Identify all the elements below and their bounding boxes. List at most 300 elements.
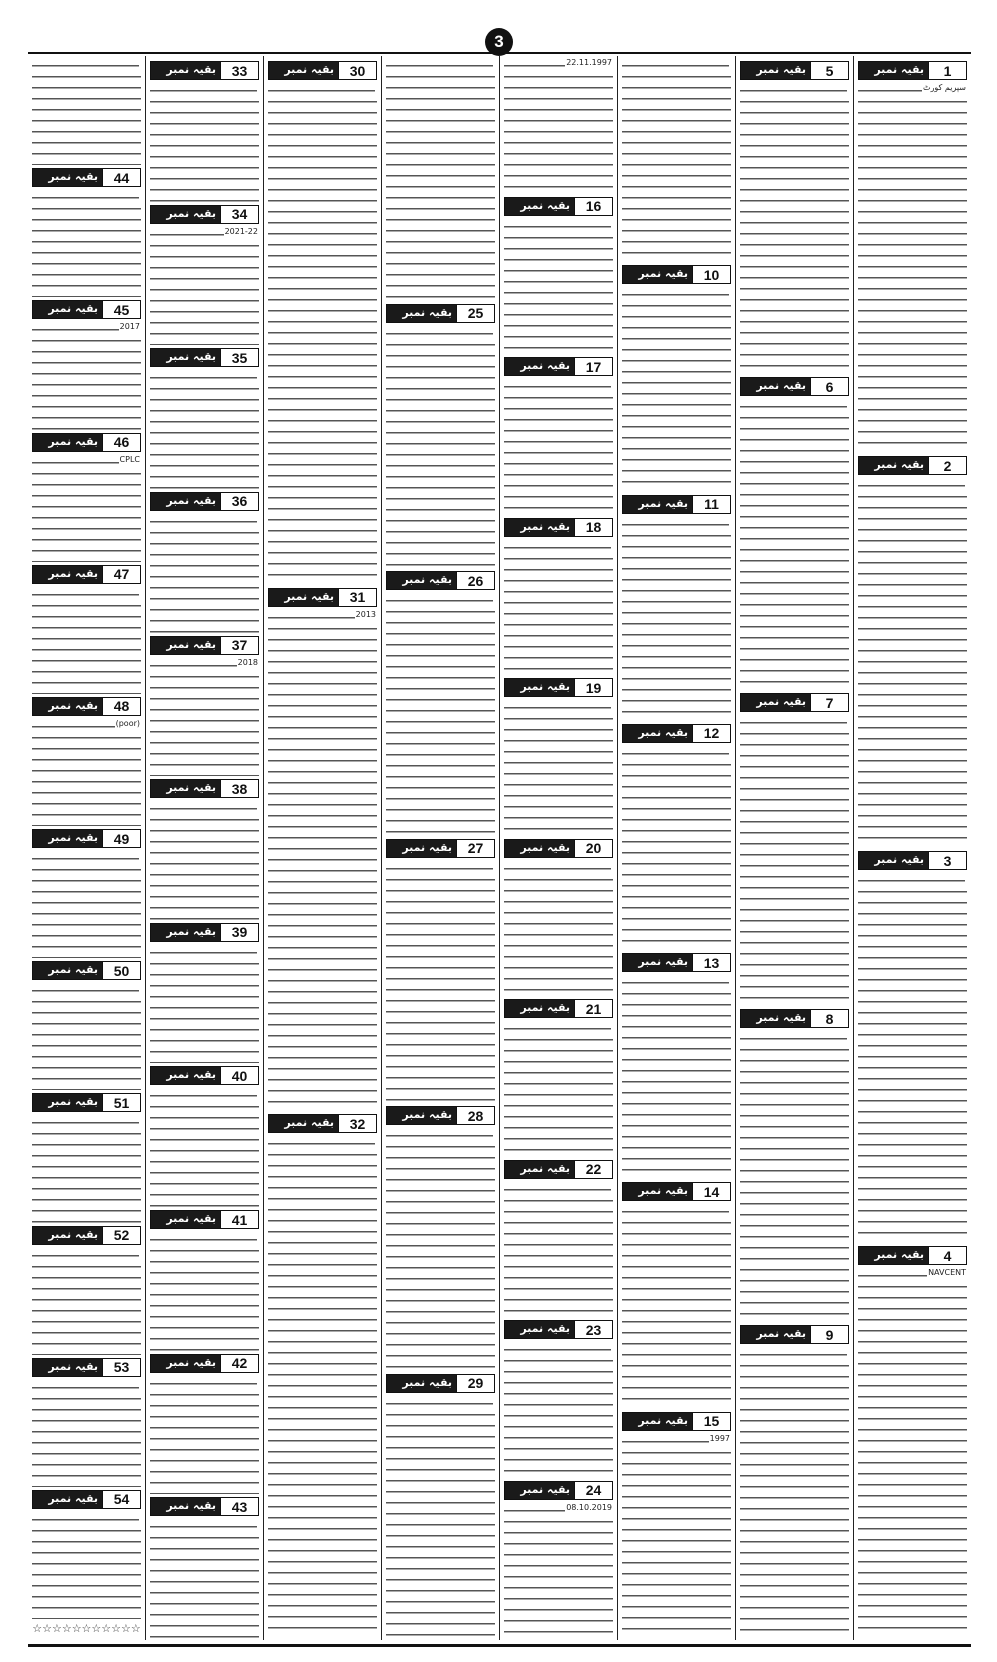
- continuation-number: 47: [102, 566, 140, 583]
- continuation-label: بقیہ نمبر: [166, 1499, 216, 1513]
- continuation-label: بقیہ نمبر: [166, 1212, 216, 1226]
- continuation-header: [740, 1009, 849, 1028]
- continuation-text: [150, 227, 259, 346]
- continuation-header: [32, 300, 141, 319]
- continuation-label: بقیہ نمبر: [402, 305, 452, 319]
- continuation-bar: [505, 1482, 574, 1499]
- continuation-label: بقیہ نمبر: [520, 359, 570, 372]
- continuation-item: [504, 836, 613, 997]
- column-1: [853, 56, 971, 1640]
- column-5: [381, 56, 499, 1640]
- continuation-bar: [33, 1094, 102, 1111]
- continuation-number: 4: [928, 1247, 966, 1264]
- continuation-text: [150, 83, 259, 202]
- continuation-text: [504, 58, 613, 194]
- continuation-text-content: [611, 1342, 613, 1351]
- continuation-item: [622, 492, 731, 721]
- continuation-number: 13: [692, 954, 730, 971]
- continuation-bar: [151, 493, 220, 510]
- continuation-header: [32, 1093, 141, 1112]
- continuation-label: بقیہ نمبر: [48, 1491, 98, 1505]
- continuation-item: [150, 1351, 259, 1495]
- continuation-bar: [505, 1000, 574, 1017]
- continuation-number: 10: [692, 266, 730, 283]
- continuation-bar: [33, 698, 102, 715]
- continuation-header: [858, 61, 967, 80]
- continuation-text-content: 2013: [355, 609, 376, 619]
- continuation-item: [504, 996, 613, 1157]
- continuation-item: [150, 1494, 259, 1638]
- continuation-text: [32, 1512, 141, 1619]
- continuation-label: بقیہ نمبر: [284, 1116, 334, 1130]
- continuation-item: [504, 675, 613, 836]
- continuation-label: بقیہ نمبر: [166, 493, 216, 507]
- continuation-header: [150, 205, 259, 224]
- continuation-text-content: [139, 190, 141, 199]
- continuation-item: [504, 515, 613, 676]
- continuation-number: 23: [574, 1321, 612, 1338]
- continuation-text: [150, 945, 259, 1064]
- continuation-header: [386, 839, 495, 858]
- continuation-text-content: [729, 746, 731, 755]
- continuation-text: [740, 83, 849, 374]
- continuation-item: [32, 165, 141, 297]
- continuation-header: [150, 348, 259, 367]
- continuation-bar: [269, 62, 338, 79]
- continuation-item: [32, 1487, 141, 1619]
- continuation-bar: [505, 519, 574, 536]
- continuation-header: [150, 61, 259, 80]
- continuation-text: [386, 861, 495, 1104]
- continuation-item: [504, 1317, 613, 1478]
- continuation-text-content: [611, 700, 613, 709]
- continuation-bar: [387, 305, 456, 322]
- continuation-item: [150, 1207, 259, 1351]
- continuation-item: [386, 1371, 495, 1639]
- continuation-item: [504, 1478, 613, 1639]
- continuation-bar: [151, 1355, 220, 1372]
- continuation-item: [268, 1111, 377, 1638]
- continuation-label: بقیہ نمبر: [756, 1327, 806, 1340]
- continuation-item: [504, 1157, 613, 1318]
- continuation-text: [32, 1248, 141, 1355]
- continuation-header: [504, 197, 613, 216]
- continuation-number: 9: [810, 1326, 848, 1343]
- continuation-bar: [623, 725, 692, 742]
- page-number-badge: 3: [485, 28, 513, 56]
- continuation-item: [32, 826, 141, 958]
- continuation-label: بقیہ نمبر: [638, 955, 688, 969]
- continuation-bar: [505, 679, 574, 696]
- continuation-header: [858, 851, 967, 870]
- continuation-bar: [387, 840, 456, 857]
- continuation-text-content: 1997: [709, 1433, 730, 1443]
- continuation-item: [150, 202, 259, 346]
- continuation-text: [386, 593, 495, 836]
- newspaper-columns: [28, 56, 971, 1640]
- continuation-header: [32, 1358, 141, 1377]
- continuation-item: [386, 568, 495, 836]
- continuation-header: [150, 492, 259, 511]
- continuation-number: 17: [574, 358, 612, 375]
- continuation-text: [150, 658, 259, 777]
- continuation-label: بقیہ نمبر: [402, 1108, 452, 1121]
- continuation-bar: [151, 924, 220, 941]
- continuation-item: [386, 1103, 495, 1371]
- continuation-text-content: 2018: [237, 657, 258, 667]
- continuation-text: [858, 83, 967, 453]
- continuation-number: 53: [102, 1359, 140, 1376]
- star-divider: ☆☆☆☆☆☆☆☆☆☆☆: [32, 1622, 141, 1636]
- continuation-text-content: [729, 975, 731, 984]
- continuation-label: بقیہ نمبر: [166, 781, 216, 795]
- continuation-number: 1: [928, 62, 966, 79]
- continuation-header: [858, 1246, 967, 1265]
- continuation-bar: [859, 852, 928, 869]
- continuation-text-content: [139, 1380, 141, 1389]
- continuation-bar: [505, 1161, 574, 1178]
- continuation-item: [150, 489, 259, 633]
- continuation-bar: [859, 62, 928, 79]
- continuation-header: [386, 1374, 495, 1393]
- continuation-label: بقیہ نمبر: [48, 963, 98, 977]
- continuation-text: [386, 1128, 495, 1371]
- continuation-label: بقیہ نمبر: [520, 1161, 570, 1175]
- continuation-bar: [269, 1115, 338, 1132]
- continuation-text: [504, 219, 613, 355]
- continuation-item: [150, 1063, 259, 1207]
- continuation-text-content: [611, 379, 613, 388]
- continuation-number: 5: [810, 62, 848, 79]
- continuation-text-content: [257, 1519, 259, 1528]
- continuation-bar: [859, 1247, 928, 1264]
- continuation-text: [150, 370, 259, 489]
- continuation-label: بقیہ نمبر: [520, 519, 570, 533]
- continuation-header: [268, 61, 377, 80]
- continuation-header: [504, 518, 613, 537]
- continuation-text-content: [493, 58, 495, 67]
- continuation-item: [622, 950, 731, 1179]
- continuation-bar: [33, 301, 102, 318]
- continuation-text: [386, 326, 495, 569]
- continuation-item: [858, 1243, 967, 1638]
- continuation-header: [740, 377, 849, 396]
- continuation-item: [268, 585, 377, 1112]
- continuation-item: [504, 194, 613, 355]
- continuation-text-content: [257, 1376, 259, 1385]
- continuation-number: 38: [220, 780, 258, 797]
- continuation-text: [740, 399, 849, 690]
- continuation-number: 54: [102, 1491, 140, 1508]
- continuation-label: بقیہ نمبر: [520, 198, 570, 212]
- continuation-text-content: [139, 587, 141, 596]
- continuation-text: [504, 1342, 613, 1478]
- continuation-number: 16: [574, 198, 612, 215]
- continuation-text-content: [847, 399, 849, 408]
- continuation-text-content: [493, 861, 495, 870]
- continuation-text-content: [611, 1182, 613, 1191]
- continuation-item: [386, 301, 495, 569]
- continuation-label: بقیہ نمبر: [48, 170, 98, 184]
- continuation-text-content: CPLC: [119, 454, 140, 464]
- continuation-bar: [33, 566, 102, 583]
- continuation-item: [622, 58, 731, 262]
- continuation-number: 39: [220, 924, 258, 941]
- continuation-header: [740, 61, 849, 80]
- column-6: [263, 56, 381, 1640]
- continuation-item: [386, 836, 495, 1104]
- continuation-bar: [623, 954, 692, 971]
- continuation-header: [386, 1106, 495, 1125]
- continuation-text: [32, 455, 141, 562]
- continuation-text: [504, 1021, 613, 1157]
- continuation-number: 22: [574, 1161, 612, 1178]
- continuation-bar: [33, 434, 102, 451]
- continuation-label: بقیہ نمبر: [638, 496, 688, 510]
- continuation-bar: [151, 1067, 220, 1084]
- continuation-number: 33: [220, 62, 258, 79]
- continuation-number: 46: [102, 434, 140, 451]
- continuation-bar: [151, 206, 220, 223]
- continuation-bar: [33, 169, 102, 186]
- continuation-text-content: [847, 1347, 849, 1356]
- continuation-text: [858, 478, 967, 848]
- continuation-text: [622, 746, 731, 950]
- continuation-text-content: [139, 1512, 141, 1521]
- continuation-label: بقیہ نمبر: [874, 63, 924, 76]
- continuation-text: [32, 1115, 141, 1222]
- continuation-text: [150, 801, 259, 920]
- continuation-label: بقیہ نمبر: [874, 458, 924, 471]
- continuation-label: بقیہ نمبر: [166, 924, 216, 938]
- continuation-bar: [151, 62, 220, 79]
- continuation-bar: [623, 496, 692, 513]
- continuation-header: [740, 1325, 849, 1344]
- continuation-number: 49: [102, 830, 140, 847]
- continuation-text: [740, 1347, 849, 1638]
- continuation-text: [150, 1232, 259, 1351]
- continuation-item: [622, 1179, 731, 1408]
- continuation-header: [150, 1354, 259, 1373]
- bottom-rule: [28, 1644, 971, 1647]
- continuation-number: 29: [456, 1375, 494, 1392]
- continuation-header: [858, 456, 967, 475]
- continuation-bar: [33, 1227, 102, 1244]
- continuation-header: [150, 779, 259, 798]
- continuation-header: [740, 693, 849, 712]
- continuation-text-content: [493, 326, 495, 335]
- continuation-label: بقیہ نمبر: [402, 573, 452, 586]
- continuation-header: [504, 999, 613, 1018]
- continuation-item: [504, 354, 613, 515]
- continuation-text-content: 2021-22: [224, 226, 258, 236]
- continuation-item: [32, 1355, 141, 1487]
- continuation-text-content: [965, 873, 967, 882]
- continuation-text-content: [729, 1204, 731, 1213]
- continuation-text: [858, 873, 967, 1243]
- continuation-bar: [151, 1498, 220, 1515]
- continuation-text-content: [965, 478, 967, 487]
- continuation-label: بقیہ نمبر: [166, 350, 216, 364]
- continuation-text-content: [139, 851, 141, 860]
- continuation-text-content: [139, 1115, 141, 1124]
- continuation-item: [150, 633, 259, 777]
- continuation-text-content: [611, 1021, 613, 1030]
- continuation-bar: [505, 198, 574, 215]
- continuation-label: بقیہ نمبر: [756, 63, 806, 76]
- continuation-text: [622, 517, 731, 721]
- continuation-label: بقیہ نمبر: [756, 379, 806, 392]
- continuation-number: 27: [456, 840, 494, 857]
- continuation-text-content: [611, 861, 613, 870]
- continuation-bar: [741, 378, 810, 395]
- column-4: [499, 56, 617, 1640]
- continuation-item: [622, 1409, 731, 1638]
- continuation-text: [858, 1268, 967, 1638]
- continuation-bar: [387, 1107, 456, 1124]
- continuation-text-content: [729, 517, 731, 526]
- continuation-text: [504, 1182, 613, 1318]
- continuation-item: [32, 1223, 141, 1355]
- continuation-item: [622, 262, 731, 491]
- continuation-bar: [623, 266, 692, 283]
- continuation-header: [622, 265, 731, 284]
- continuation-bar: [505, 840, 574, 857]
- continuation-header: [32, 961, 141, 980]
- continuation-text-content: [847, 1031, 849, 1040]
- continuation-item: [150, 345, 259, 489]
- continuation-label: بقیہ نمبر: [166, 1068, 216, 1082]
- continuation-label: بقیہ نمبر: [638, 1413, 688, 1427]
- continuation-text: [32, 983, 141, 1090]
- continuation-text-content: [729, 287, 731, 296]
- continuation-label: بقیہ نمبر: [48, 434, 98, 448]
- continuation-label: بقیہ نمبر: [166, 206, 216, 220]
- continuation-header: [268, 1114, 377, 1133]
- continuation-header: [386, 571, 495, 590]
- continuation-bar: [741, 62, 810, 79]
- top-rule: [28, 52, 971, 54]
- continuation-item: [150, 58, 259, 202]
- continuation-item: [740, 58, 849, 374]
- continuation-item: [32, 58, 141, 165]
- continuation-header: [32, 697, 141, 716]
- continuation-number: 32: [338, 1115, 376, 1132]
- continuation-label: بقیہ نمبر: [756, 1011, 806, 1024]
- continuation-header: [504, 839, 613, 858]
- continuation-text-content: 2017: [119, 322, 140, 332]
- continuation-text: [740, 1031, 849, 1322]
- continuation-text: [622, 1204, 731, 1408]
- continuation-label: بقیہ نمبر: [166, 637, 216, 651]
- continuation-label: بقیہ نمبر: [48, 302, 98, 316]
- continuation-number: 14: [692, 1183, 730, 1200]
- continuation-number: 37: [220, 637, 258, 654]
- continuation-label: بقیہ نمبر: [402, 840, 452, 854]
- continuation-header: [504, 357, 613, 376]
- continuation-number: 6: [810, 378, 848, 395]
- continuation-number: 35: [220, 349, 258, 366]
- continuation-label: بقیہ نمبر: [48, 1227, 98, 1241]
- continuation-number: 3: [928, 852, 966, 869]
- continuation-text: [622, 58, 731, 262]
- continuation-header: [150, 1066, 259, 1085]
- continuation-label: بقیہ نمبر: [48, 831, 98, 845]
- continuation-item: [622, 721, 731, 950]
- continuation-text: [150, 1376, 259, 1495]
- continuation-bar: [623, 1413, 692, 1430]
- continuation-text: [504, 861, 613, 997]
- continuation-text-content: [493, 593, 495, 602]
- continuation-label: بقیہ نمبر: [874, 1248, 924, 1261]
- continuation-item: [268, 58, 377, 585]
- continuation-text: [268, 610, 377, 1112]
- continuation-number: 11: [692, 496, 730, 513]
- continuation-text: [504, 540, 613, 676]
- continuation-text: [268, 1136, 377, 1638]
- continuation-number: 28: [456, 1107, 494, 1124]
- continuation-label: بقیہ نمبر: [756, 695, 806, 708]
- continuation-header: [150, 923, 259, 942]
- continuation-header: [504, 1160, 613, 1179]
- continuation-text: [386, 58, 495, 301]
- continuation-label: بقیہ نمبر: [638, 725, 688, 739]
- continuation-number: 48: [102, 698, 140, 715]
- continuation-number: 18: [574, 519, 612, 536]
- continuation-item: [740, 690, 849, 1006]
- continuation-bar: [33, 1359, 102, 1376]
- continuation-bar: [151, 637, 220, 654]
- continuation-header: [32, 1490, 141, 1509]
- continuation-label: بقیہ نمبر: [638, 1184, 688, 1198]
- continuation-header: [32, 168, 141, 187]
- continuation-label: بقیہ نمبر: [520, 680, 570, 693]
- continuation-text: [622, 287, 731, 491]
- continuation-label: بقیہ نمبر: [166, 63, 216, 76]
- continuation-number: 24: [574, 1482, 612, 1499]
- continuation-header: [504, 678, 613, 697]
- continuation-item: [150, 776, 259, 920]
- column-8: [28, 56, 145, 1640]
- continuation-text-content: [611, 540, 613, 549]
- continuation-item: [740, 374, 849, 690]
- continuation-bar: [741, 1010, 810, 1027]
- continuation-item: [32, 958, 141, 1090]
- column-7: [145, 56, 263, 1640]
- continuation-text-content: [257, 1232, 259, 1241]
- continuation-bar: [741, 694, 810, 711]
- continuation-label: بقیہ نمبر: [48, 1359, 98, 1373]
- continuation-text: [32, 322, 141, 429]
- continuation-item: [32, 562, 141, 694]
- continuation-bar: [151, 780, 220, 797]
- continuation-text-content: [257, 514, 259, 523]
- continuation-text: [268, 83, 377, 585]
- continuation-item: [150, 920, 259, 1064]
- continuation-text: [32, 719, 141, 826]
- continuation-text: [740, 715, 849, 1006]
- continuation-text-content: سپریم کورٹ: [923, 83, 966, 92]
- continuation-label: بقیہ نمبر: [874, 853, 924, 866]
- continuation-item: [386, 58, 495, 301]
- continuation-text-content: [493, 1128, 495, 1137]
- continuation-number: 20: [574, 840, 612, 857]
- continuation-number: 34: [220, 206, 258, 223]
- continuation-header: [32, 1226, 141, 1245]
- continuation-text-content: 08.10.2019: [566, 1502, 612, 1512]
- continuation-number: 21: [574, 1000, 612, 1017]
- continuation-bar: [33, 962, 102, 979]
